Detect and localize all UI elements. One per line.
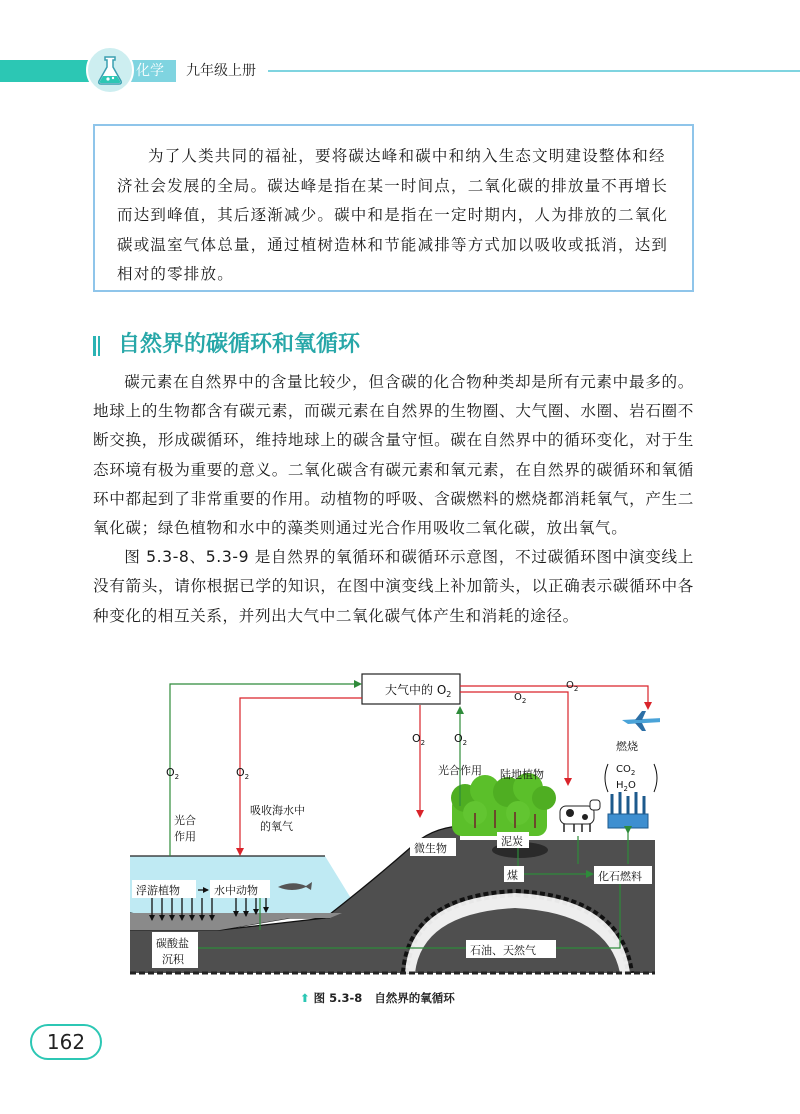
info-box-paragraph: 为了人类共同的福祉，要将碳达峰和碳中和纳入生态文明建设整体和经济社会发展的全局。碳达峰是指在某一时间点，二氧化碳的排放量不再增长而达到峰值，其后逐渐减少。碳中和是指在一定时期内，人为排放的二氧化碳或温室气体总量，通过植树造林和节能减排等方式加以吸收或抵消，达到相对的零排放。 — [117, 147, 669, 283]
plankton-label: 浮游植物 — [136, 884, 180, 897]
microbes-label: 微生物 — [414, 842, 447, 855]
o2-label: $O_2$ — [166, 766, 180, 781]
caption-label: 图 5.3-8 — [313, 991, 363, 1005]
o2-label: $O_2$ — [454, 732, 468, 747]
figure-caption — [300, 990, 455, 1006]
section-marker — [93, 336, 96, 356]
airplane-icon — [622, 711, 660, 731]
caption-arrow-icon: ⬆ — [300, 991, 310, 1005]
section-marker-thin — [98, 336, 100, 356]
header-book-title: 九年级上册 — [186, 63, 256, 79]
factory-icon — [608, 792, 648, 828]
photosynthesis-label: 作用 — [174, 830, 196, 843]
section-title: 自然界的碳循环和氧循环 — [118, 332, 361, 357]
carbonate-label: 沉积 — [162, 953, 184, 966]
o2-label: $O_2$ — [412, 732, 426, 747]
oxygen-cycle-figure — [130, 668, 660, 990]
o2-label: $O_2$ — [566, 680, 579, 693]
arrow-red-sea — [240, 698, 362, 854]
peat-label: 泥炭 — [501, 835, 523, 848]
carbon-neutral-info-box — [93, 124, 694, 292]
body-text — [93, 368, 694, 631]
cow-icon — [560, 800, 600, 832]
body-paragraph: 碳元素在自然界中的含量比较少，但含碳的化合物种类却是所有元素中最多的。地球上的生物都含有碳元素，而碳元素在自然界的生物圈、大气圈、水圈、岩石圈不断交换，形成碳循环，维持地球上的碳含量守恒。碳在自然界中的循环变化，对于生态环境有极为重要的意义。二氧化碳含有碳元素和氧元素，在自然界的碳循环和氧循环中都起到了非常重要的作用。动植物的呼吸、含碳燃料的燃烧都消耗氧气，产生二氧化碳；绿色植物和水中的藻类则通过光合作用吸收二氧化碳，放出氧气。 — [93, 373, 694, 538]
atmosphere-o2-label: 大气中的 O — [385, 683, 447, 697]
header-subject: 化学 — [124, 60, 176, 82]
atmosphere-o2-sub: 2 — [446, 690, 452, 699]
absorb-seawater-label: 的氧气 — [260, 820, 293, 833]
body-paragraph: 图 5.3-8、5.3-9 是自然界的氧循环和碳循环示意图，不过碳循环图中演变线上没有箭头，请你根据已学的知识，在图中演变线上补加箭头，以正确表示碳循环中各种变化的相互关系，并列出大气中二氧化碳气体产生和消耗的途径。 — [93, 548, 694, 625]
page-header — [0, 60, 800, 82]
caption-title: 自然界的氧循环 — [374, 991, 455, 1005]
aquatic-animals-label: 水中动物 — [214, 884, 258, 897]
co2-label: $CO_2$ — [616, 764, 636, 777]
carbonate-label: 碳酸盐 — [156, 937, 189, 950]
oil-gas-label: 石油、天然气 — [470, 944, 536, 957]
flask-icon — [86, 46, 134, 94]
header-color-band — [0, 60, 96, 82]
o2-label: $O_2$ — [514, 692, 527, 705]
coal-label: 煤 — [507, 869, 518, 882]
tree-icon — [451, 773, 556, 836]
svg-text:大气中的 O2 — [385, 682, 451, 699]
oxygen-cycle-diagram — [130, 668, 660, 990]
absorb-seawater-label: 吸收海水中 — [250, 804, 305, 817]
header-rule — [268, 70, 800, 72]
fossil-fuel-label: 化石燃料 — [598, 870, 642, 883]
photosynthesis-label: 光合 — [174, 814, 196, 827]
o2-label: $O_2$ — [236, 766, 250, 781]
burning-label: 燃烧 — [616, 740, 638, 753]
arrow-red-burning — [460, 686, 648, 708]
photosynthesis-land-label: 光合作用 — [438, 764, 482, 777]
h2o-label: $H_2O$ — [616, 780, 636, 793]
page-number: 162 — [30, 1024, 102, 1060]
land-plants-label: 陆地植物 — [500, 768, 544, 781]
